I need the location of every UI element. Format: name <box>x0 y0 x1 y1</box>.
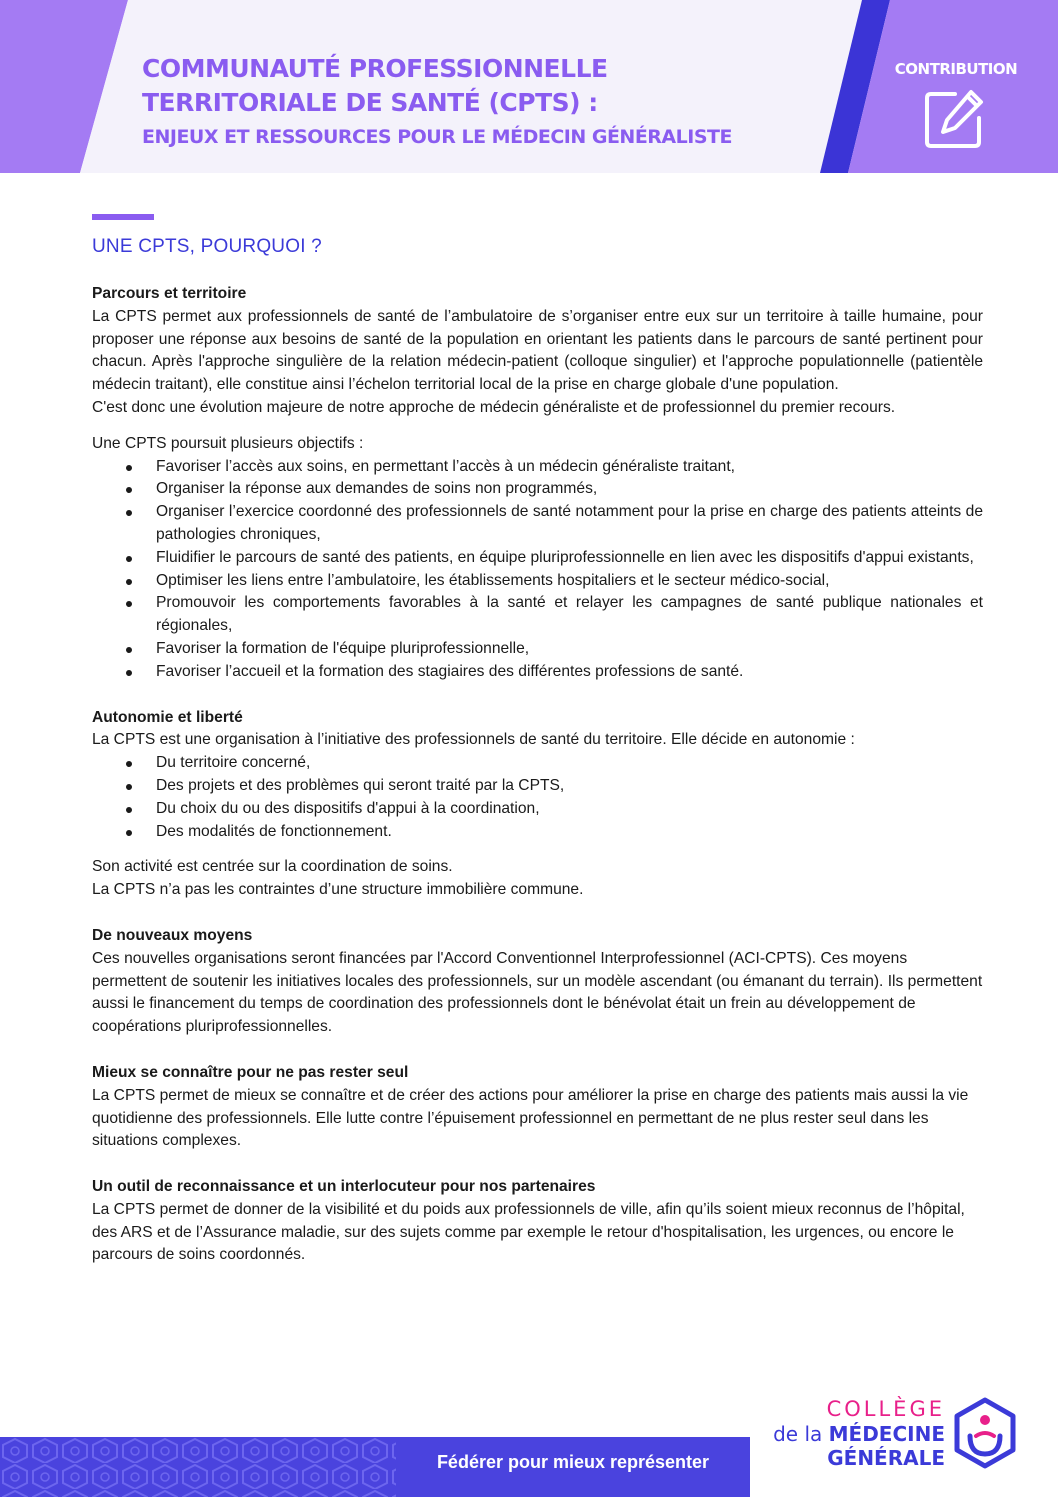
paragraph: La CPTS permet de donner de la visibilité et du poids aux professionnels de ville, afin qu’ils soient mieux reconnus de l’hôpital, des ARS et de l’Assurance maladie, sur des sujets comme par exemple le retour d'hospitalisation, les urgences, ou encore le parcours de soins coordonnés. <box>92 1200 965 1264</box>
paragraph: La CPTS n’a pas les contraintes d’une structure immobilière commune. <box>92 881 584 899</box>
footer-pattern <box>0 1437 396 1497</box>
logo-line-1: COLLÈGE <box>826 1397 945 1421</box>
section-accent-bar <box>92 214 154 220</box>
list-item: Favoriser la formation de l'équipe pluriprofessionnelle, <box>92 638 983 661</box>
title-line-1: COMMUNAUTÉ PROFESSIONNELLE <box>142 54 608 83</box>
list-intro: Une CPTS poursuit plusieurs objectifs : <box>92 434 364 452</box>
subheading-moyens: De nouveaux moyens <box>92 926 253 944</box>
title-line-3: ENJEUX ET RESSOURCES POUR LE MÉDECIN GÉNÉRALISTE <box>142 126 732 148</box>
list-item: Organiser la réponse aux demandes de soins non programmés, <box>92 478 983 501</box>
paragraph: Ces nouvelles organisations seront financées par l'Accord Conventionnel Interprofessionnel (ACI-CPTS). Ces moyens permettent de soutenir les initiatives locales des professionnels, sur un modèle ascendant (ou émanant du terrain). Ils permettent aussi le financement du temps de coordination des professionnels dont le bénévolat était un frein au développement de coopérations pluriprofessionnelles. <box>92 949 983 1036</box>
list-item: Organiser l’exercice coordonné des professionnels de santé notamment pour la prise en charge des patients atteints de pathologies chroniques, <box>92 501 983 547</box>
document-title <box>142 52 822 152</box>
list-item: Du territoire concerné, <box>92 752 983 775</box>
list-item: Des projets et des problèmes qui seront traité par la CPTS, <box>92 775 983 798</box>
list-item: Promouvoir les comportements favorables à la santé et relayer les campagnes de santé publique nationales et régionales, <box>92 592 983 638</box>
footer-slogan: Fédérer pour mieux représenter <box>436 1452 710 1472</box>
list-item: Du choix du ou des dispositifs d'appui à la coordination, <box>92 798 983 821</box>
college-logo-icon <box>952 1396 1018 1472</box>
logo-line-2: de la MÉDECINE <box>773 1422 945 1446</box>
subheading-connaitre: Mieux se connaître pour ne pas rester seul <box>92 1063 409 1081</box>
subheading-outil: Un outil de reconnaissance et un interlocuteur pour nos partenaires <box>92 1178 596 1196</box>
edit-icon <box>921 86 989 152</box>
list-item: Favoriser l’accès aux soins, en permettant l’accès à un médecin généraliste traitant, <box>92 456 983 479</box>
paragraph: La CPTS permet de mieux se connaître et de créer des actions pour améliorer la prise en charge des patients mais aussi la vie quotidienne des professionnels. Elle lutte contre l’épuisement professionnel en permettant de ne plus rester seul dans les situations complexes. <box>92 1086 969 1150</box>
contribution-label: CONTRIBUTION <box>894 60 1018 78</box>
list-intro: La CPTS est une organisation à l’initiative des professionnels de santé du territoire. Elle décide en autonomie : <box>92 731 855 749</box>
subheading-autonomie: Autonomie et liberté <box>92 708 243 726</box>
autonomy-list <box>92 752 983 843</box>
list-item: Fluidifier le parcours de santé des patients, en équipe pluriprofessionnelle en lien avec les dispositifs d'appui existants, <box>92 547 983 570</box>
objectives-list <box>92 456 983 684</box>
paragraph: C'est donc une évolution majeure de notre approche de médecin généraliste et de professionnel du premier recours. <box>92 398 896 416</box>
title-line-2: TERRITORIALE DE SANTÉ (CPTS) : <box>142 88 598 117</box>
main-content <box>92 283 983 1267</box>
college-logo-text <box>770 1396 945 1470</box>
list-item: Favoriser l’accueil et la formation des stagiaires des différentes professions de santé. <box>92 661 983 684</box>
subheading-parcours: Parcours et territoire <box>92 285 247 302</box>
paragraph: La CPTS permet aux professionnels de santé de l’ambulatoire de s’organiser entre eux sur un territoire à taille humaine, pour proposer une réponse aux besoins de santé de la population en orientant les patients dans le parcours de santé pertinent pour chacun. Après l'approche singulière de la relation médecin-patient (colloque singulier) et l'approche populationnelle (patientèle médecin traitant), elle constitue ainsi l’échelon territorial local de la prise en charge globale d'une population. <box>92 307 983 394</box>
logo-line-3: GÉNÉRALE <box>827 1446 945 1470</box>
list-item: Optimiser les liens entre l’ambulatoire, les établissements hospitaliers et le secteur médico-social, <box>92 570 983 593</box>
paragraph: Son activité est centrée sur la coordination de soins. <box>92 858 453 876</box>
list-item: Des modalités de fonctionnement. <box>92 821 983 844</box>
section-title: UNE CPTS, POURQUOI ? <box>92 236 322 257</box>
